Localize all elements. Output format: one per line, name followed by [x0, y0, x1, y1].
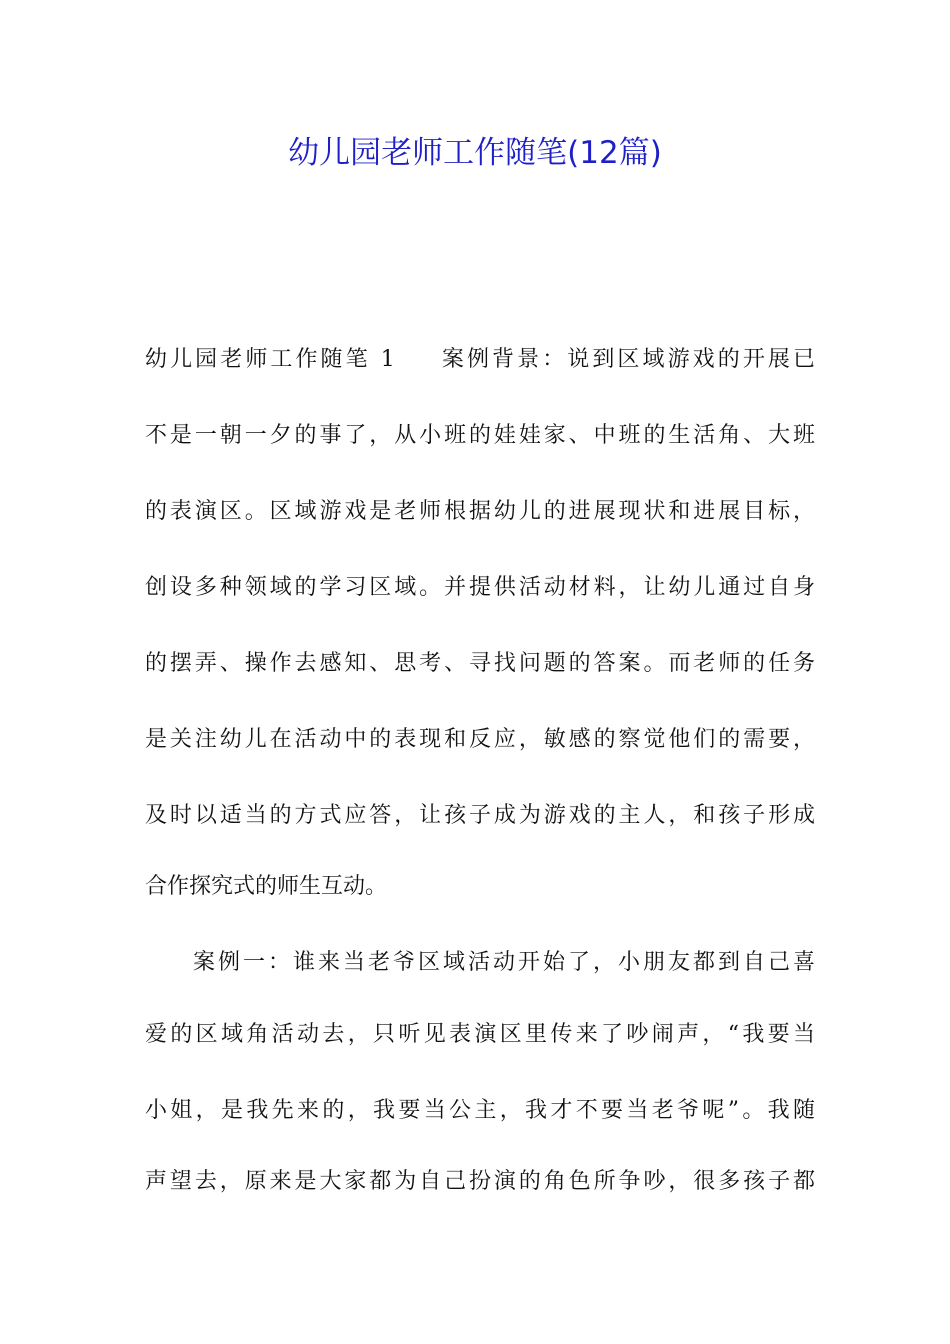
body-line-6: 是关注幼儿在活动中的表现和反应，敏感的察觉他们的需要， [145, 727, 815, 752]
body-line-10: 爱的区域角活动去，只听见表演区里传来了吵闹声，“我要当 [145, 1022, 815, 1047]
body-line-9: 案例一：谁来当老爷区域活动开始了，小朋友都到自己喜 [193, 950, 815, 975]
body-line-1 [145, 343, 815, 377]
section-heading: 幼儿园老师工作随笔 1 [145, 347, 395, 372]
document-title: 幼儿园老师工作随笔(12篇) [288, 135, 662, 171]
body-line-11: 小姐，是我先来的，我要当公主，我才不要当老爷呢”。我随 [145, 1098, 815, 1123]
body-line-8: 合作探究式的师生互动。 [145, 874, 388, 899]
body-line-3: 的表演区。区域游戏是老师根据幼儿的进展现状和进展目标， [145, 499, 815, 524]
body-line-5: 的摆弄、操作去感知、思考、寻找问题的答案。而老师的任务 [145, 651, 815, 676]
body-line-4: 创设多种领域的学习区域。并提供活动材料，让幼儿通过自身 [145, 575, 815, 600]
body-line-2: 不是一朝一夕的事了，从小班的娃娃家、中班的生活角、大班 [145, 423, 815, 448]
body-line-7: 及时以适当的方式应答，让孩子成为游戏的主人，和孩子形成 [145, 803, 815, 828]
section-intro-text: 案例背景：说到区域游戏的开展已 [438, 347, 815, 372]
body-line-12: 声望去，原来是大家都为自己扮演的角色所争吵，很多孩子都 [145, 1169, 815, 1194]
